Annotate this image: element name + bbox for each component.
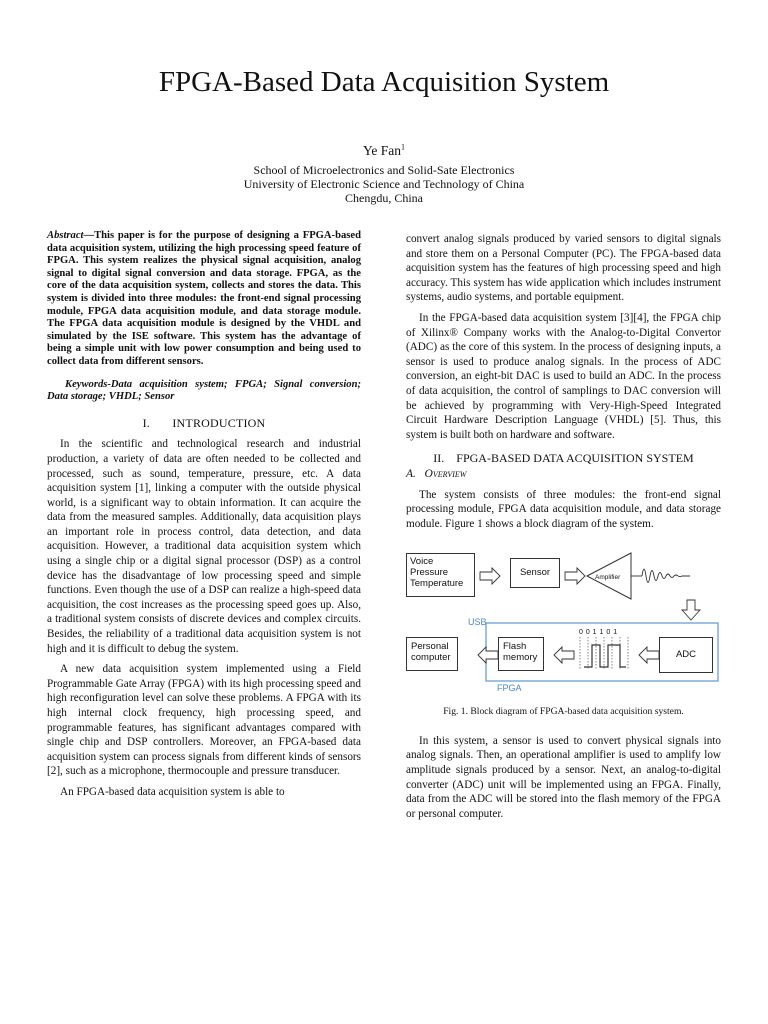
arrow-flash-to-pc (478, 647, 498, 663)
arrow-voice-to-sensor (480, 568, 500, 584)
abstract-lead: Abstract (47, 230, 84, 241)
author-superscript: 1 (401, 142, 405, 152)
personal-computer-block (406, 637, 458, 671)
sample-dashes (580, 637, 628, 669)
pc-label-line-2: computer (411, 652, 451, 664)
fpga-label: FPGA (497, 683, 522, 694)
right-column (406, 232, 721, 821)
arrow-amplifier-to-adc (682, 600, 700, 620)
author-name (0, 142, 768, 160)
digital-bits: 0 0 1 1 0 1 (579, 629, 618, 637)
arrow-adc-to-digital (639, 647, 659, 663)
adc-block: ADC (659, 637, 713, 673)
analog-waveform (642, 569, 690, 583)
sensor-block: Sensor (510, 558, 560, 588)
section-heading-system: II. FPGA-BASED DATA ACQUISITION SYSTEM (433, 451, 694, 466)
usb-label: USB (468, 617, 487, 628)
left-column (47, 230, 361, 800)
arrow-sensor-to-amplifier (565, 568, 585, 584)
input-signals-block (406, 553, 475, 597)
amplifier-label: Amplifier (595, 574, 621, 582)
overview-paragraph-1: The system consists of three modules: the front-end signal processing module, FPGA data acquisition module, and data storage module. Figure 1 shows a block diagram of the system. (406, 488, 721, 530)
subsection-letter: A. (406, 467, 416, 480)
pc-label-line-1: Personal (411, 641, 449, 653)
flash-memory-block (498, 637, 544, 671)
affiliation-line-2: University of Electronic Science and Technology of China (243, 177, 525, 191)
input-signal-voice: Voice (410, 556, 434, 568)
author-name-text: Ye Fan (362, 143, 401, 158)
affiliation-line-1: School of Microelectronics and Solid-Sate Electronics (253, 163, 515, 177)
arrow-digital-to-flash (554, 647, 574, 663)
subsection-heading-overview (406, 467, 721, 482)
intro-paragraph-2: A new data acquisition system implemented using a Field Programmable Gate Array (FPGA) with its high processing speed and high reconfiguration level can solve these problems. A FPGA with its high internal clock frequency, high processing speed, and programmable features, has significant advantages compared with single chip and DSP controllers. Moreover, an FPGA-based data acquisition system can process signals from different kinds of sensors [2], such as a microphone, thermocouple and pressure transducer. (47, 663, 361, 778)
flash-label-line-2: memory (503, 652, 538, 664)
affiliation-line-3: Chengdu, China (345, 191, 423, 205)
paper-title: FPGA-Based Data Acquisition System (158, 66, 610, 98)
subsection-title: Overview (424, 467, 467, 480)
intro-paragraph-1: In the scientific and technological research and industrial production, a variety of data are often needed to be collected and processed, such as sound, temperature, pressure, etc. A data acquisition system [1], linking a computer with the outside physical world, is a significant way to obtain information. It can acquire the data from the measured samples. Additionally, data acquisition plays an important role in process control, data detection, and data acquisition. However, a traditional data acquisition system which using a single chip or a digital signal processor (DSP) as a control device has the disadvantage of low processing speed and simple functions. Even though the use of a DSP can realize a high-speed data acquisition, the cost increases as the processing speed goes up. Also, a traditional system consists of discrete devices and complex circuits. Besides, the reliability of a traditional data acquisition system is not high and it is difficult to debug the system. (47, 438, 361, 655)
intro-continuation: convert analog signals produced by varied sensors to digital signals and store them on a Personal Computer (PC). The FPGA-based data acquisition system has the features of high processing speed and high accuracy. This system has wide application which includes instrument systems, audio systems, and portable equipment. (406, 233, 721, 304)
abstract-body: —This paper is for the purpose of designing a FPGA-based data acquisition system, utilizing the high processing speed feature of FPGA. This system realizes the physical signal acquisition, analog signal to digital signal conversion and data storage. FPGA, as the core of the data acquisition system, collects and stores the data. This system is divided into three modules: the front-end signal processing module, FPGA data acquisition module, and data storage module. The FPGA data acquisition module is designed by the VHDL and simulated by the ISE software. This system has the advantage of being a simple unit with low power consumption and being used to collect data from different sensors. (47, 230, 361, 367)
keywords: Keywords-Data acquisition system; FPGA; Signal conversion; Data storage; VHDL; Sensor (47, 378, 361, 403)
intro-paragraph-4: In the FPGA-based data acquisition system [3][4], the FPGA chip of Xilinx® Company works with the Analog-to-Digital Convertor (ADC) as the core of this system. In the process of designing inputs, a sensor is used to produce analog signals. In the process of ADC conversion, an eight-bit DAC is used to build an ADC. In the process of data acquisition, the control of samplings to DAC conversion will be achieved by programming with Very-High-Speed Integrated Circuit Hardware Description Language (VHDL) [5]. Thus, this system is built both on hardware and software. (406, 311, 721, 441)
overview-paragraph-2: In this system, a sensor is used to convert physical signals into analog signals. Then, an operational amplifier is used to amplify low amplitude signals produced by a sensor. Next, an analog-to-digital converter (ADC) unit will be implemented using an FPGA. Finally, data from the ADC will be stored into the flash memory of the FPGA or personal computer. (406, 734, 721, 820)
abstract (47, 230, 361, 369)
section-heading-introduction: I. INTRODUCTION (142, 415, 266, 430)
flash-label-line-1: Flash (503, 641, 527, 653)
input-signal-temperature: Temperature (410, 578, 464, 590)
input-signal-pressure: Pressure (410, 567, 449, 579)
intro-paragraph-3: An FPGA-based data acquisition system is able to (60, 785, 285, 798)
figure-block-diagram (406, 545, 721, 695)
figure-caption: Fig. 1. Block diagram of FPGA-based data acquisition system. (443, 706, 684, 718)
